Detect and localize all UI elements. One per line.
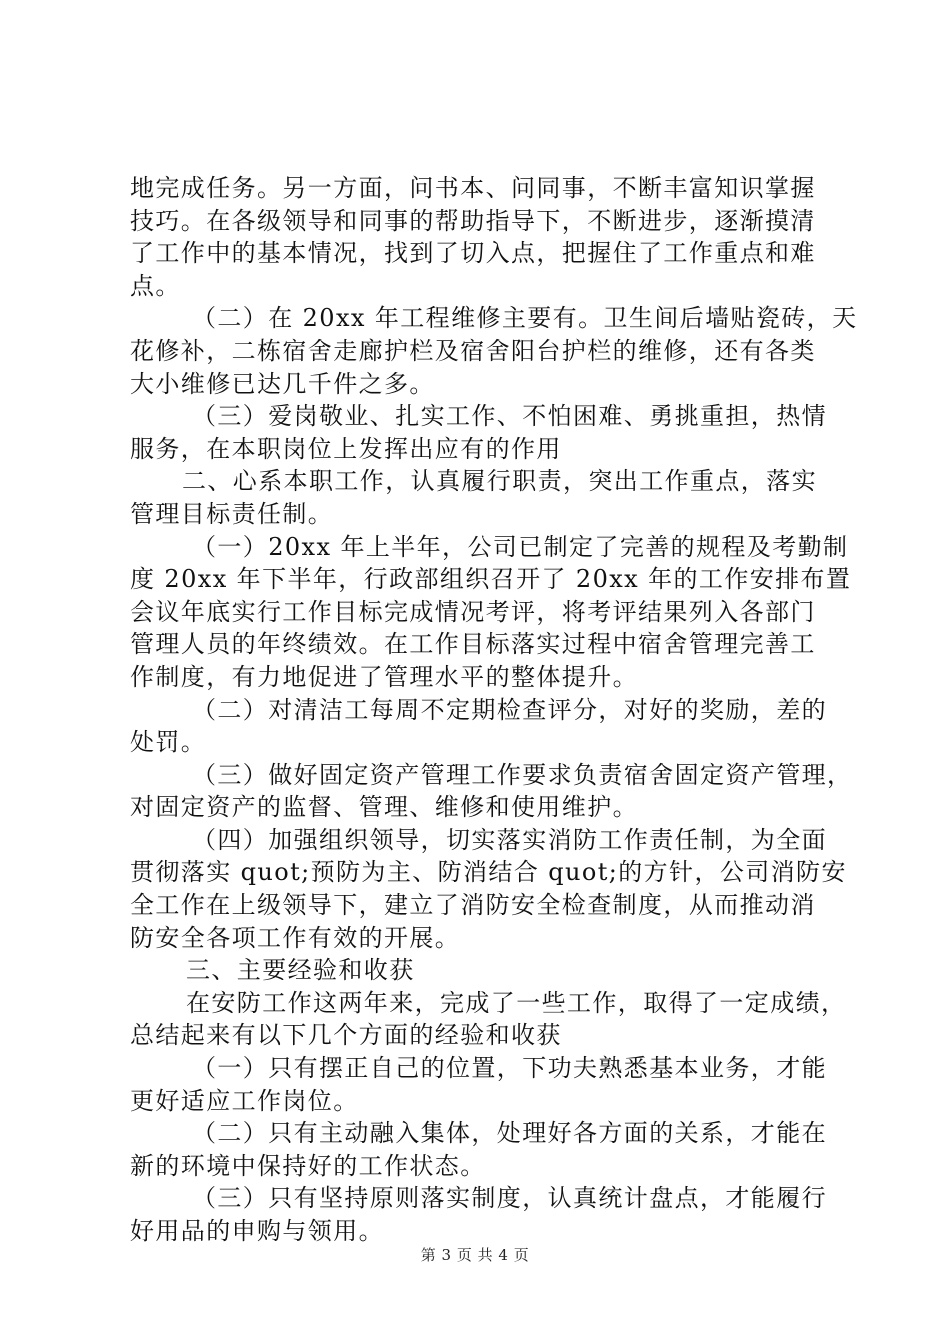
text-line: 技巧。在各级领导和同事的帮助指导下，不断进步，逐渐摸清 <box>130 206 816 235</box>
text-line: 更好适应工作岗位。 <box>130 1086 359 1115</box>
section-heading: 三、主要经验和收获 <box>186 956 415 985</box>
text-line: 花修补，二栋宿舍走廊护栏及宿舍阳台护栏的维修，还有各类 <box>130 336 816 365</box>
text-line: 会议年底实行工作目标完成情况考评，将考评结果列入各部门 <box>130 597 816 626</box>
text-line: （一）20xx 年上半年，公司已制定了完善的规程及考勤制 <box>192 532 849 561</box>
text-line: （二）只有主动融入集体，处理好各方面的关系，才能在 <box>192 1119 827 1148</box>
text-line: 大小维修已达几千件之多。 <box>130 369 435 398</box>
text-line: （一）只有摆正自己的位置，下功夫熟悉基本业务，才能 <box>192 1054 827 1083</box>
text-line: 处罚。 <box>130 728 207 757</box>
page-number-footer: 第 3 页 共 4 页 <box>420 1246 530 1264</box>
text-line: 度 20xx 年下半年，行政部组织召开了 20xx 年的工作安排布置 <box>130 565 852 594</box>
text-line: 新的环境中保持好的工作状态。 <box>130 1151 486 1180</box>
text-line: （三）爱岗敬业、扎实工作、不怕困难、勇挑重担，热情 <box>192 402 827 431</box>
text-line: （二）在 20xx 年工程维修主要有。卫生间后墙贴瓷砖，天 <box>192 304 858 333</box>
text-line: （二）对清洁工每周不定期检查评分，对好的奖励，差的 <box>192 695 827 724</box>
document-body <box>130 172 858 1248</box>
text-line: 总结起来有以下几个方面的经验和收获 <box>130 1021 562 1050</box>
text-line: 管理目标责任制。 <box>130 499 334 528</box>
text-line: 地完成任务。另一方面，问书本、问同事，不断丰富知识掌握 <box>130 174 816 202</box>
text-line: 了工作中的基本情况，找到了切入点，把握住了工作重点和难 <box>130 239 816 268</box>
text-line: （三）做好固定资产管理工作要求负责宿舍固定资产管理， <box>192 760 853 789</box>
text-line: 作制度，有力地促进了管理水平的整体提升。 <box>130 662 638 691</box>
text-line: 在安防工作这两年来，完成了一些工作，取得了一定成绩， <box>186 988 847 1017</box>
text-line: （四）加强组织领导，切实落实消防工作责任制，为全面 <box>192 825 827 854</box>
text-line: 管理人员的年终绩效。在工作目标落实过程中宿舍管理完善工 <box>130 630 816 659</box>
text-line: 防安全各项工作有效的开展。 <box>130 923 461 952</box>
text-line: 对固定资产的监督、管理、维修和使用维护。 <box>130 793 638 822</box>
text-line: 好用品的申购与领用。 <box>130 1217 384 1245</box>
section-heading: 二、心系本职工作，认真履行职责，突出工作重点，落实 <box>182 467 817 496</box>
text-line: 全工作在上级领导下，建立了消防安全检查制度，从而推动消 <box>130 891 816 920</box>
text-line: 服务，在本职岗位上发挥出应有的作用 <box>130 434 562 463</box>
text-line: （三）只有坚持原则落实制度，认真统计盘点，才能履行 <box>192 1184 827 1213</box>
text-line: 贯彻落实 quot;预防为主、防消结合 quot;的方针，公司消防安 <box>130 858 847 887</box>
text-line: 点。 <box>130 271 181 300</box>
